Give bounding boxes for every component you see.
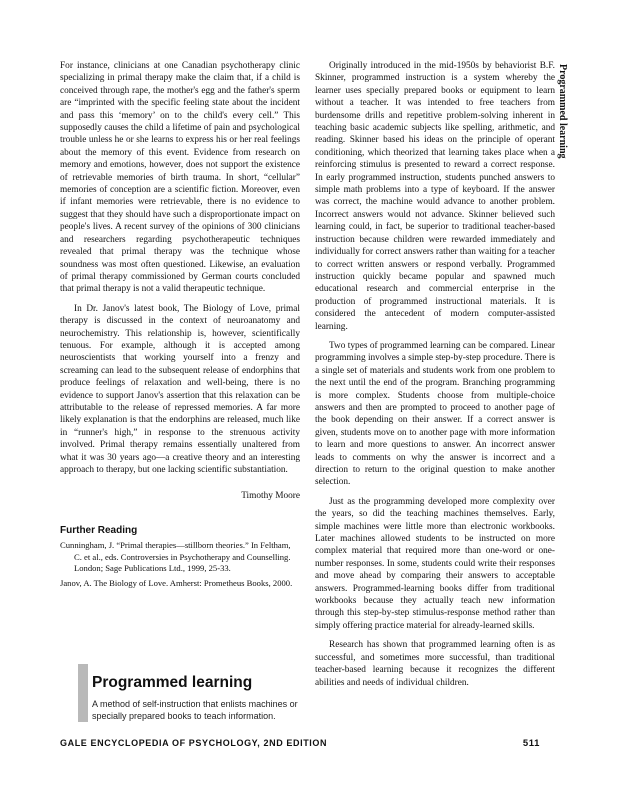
entry-title: Programmed learning [92,674,253,691]
entry-accent-bar [78,664,88,722]
programmed-learning-paragraph-3: Just as the programming developed more complexity over the years, so did the teaching machines themselves. Early, simple machines were little more than electronic workbooks. Later machines allowed students to be instructed on more complex material that required more than one-word or one-number responses. In some, students could write their responses and move ahead by comparing their answers to acceptable answers. Programmed-learning books differ from traditional workbooks because they actually teach new information through this step-by-step stimulus-response method rather than simply offering practice material for already-learned skills. [315,496,555,631]
running-head-text: Programmed learning [557,64,568,159]
publication-title: GALE ENCYCLOPEDIA OF PSYCHOLOGY, 2ND EDITION [60,738,328,748]
entry-heading-box [78,664,310,722]
programmed-learning-paragraph-1: Originally introduced in the mid-1950s by behaviorist B.F. Skinner, programmed instruction is a system whereby the learner uses specially prepared books or equipment to learn without a teacher. It was intended to free teachers from burdensome drills and repetitive problem-solving inherent in teaching basic academic subjects like spelling, arithmetic, and reading. Skinner based his ideas on the principle of operant conditioning, which theorized that learning takes place when a reinforcing stimulus is presented to reward a correct response. In early programmed instruction, students punched answers to simple math problems into a type of keyboard. If the answer was correct, the machine would advance to another problem. Incorrect answers would not advance. Skinner believed such learning could, in fact, be superior to traditional teacher-based instruction because children were rewarded immediately and individually for correct answers rather than waiting for a teacher to correct written answers or respond verbally. Programmed instruction quickly became popular and spawned much educational research and commercial enterprise in the production of programmed instructional materials. It is considered the antecedent of modern computer-assisted learning. [315,61,555,332]
page-number: 511 [522,738,540,749]
author-signature: Timothy Moore [241,491,300,502]
programmed-learning-paragraph-4: Research has shown that programmed learning often is as successful, and sometimes more successful, than traditional teacher-based learning because it recognizes the different abilities and needs of individual children. [315,640,555,688]
primal-therapy-paragraph-1: For instance, clinicians at one Canadian psychotherapy clinic specializing in primal therapy make the claim that, if a child is conceived through rape, the mother's egg and the father's sperm are “imprinted with the specific feeling state about the incident and pass this ‘memory’ on to the child's every cell.” This supposedly causes the child a lifetime of pain and psychological trouble unless he or she learns to express his or her real feelings about the memory of this event. Evidence from research on memory and emotions, however, does not support the existence of retrievable memories of birth trauma. In short, “cellular” memories of conception are a scientific fiction. Moreover, even if infant memories were retrievable, there is no evidence to suggest that they should have such a disproportionate impact on people's lives. A recent survey of the opinions of 300 clinicians and researchers regarding psychotherapeutic techniques revealed that primal therapy was the technique whose soundness was most often questioned. Likewise, an evaluation of primal therapy commissioned by German courts concluded that primal therapy is not a valid therapeutic technique. [60,61,300,295]
reference-item: Cunningham, J. “Primal therapies—stillborn theories.” In Feltham, C. et al., eds. Controversies in Psychotherapy and Counselling. London; Sage Publications Ltd., 1999, 25-33. [60,540,291,574]
entry-definition: A method of self-instruction that enlists machines or specially prepared books to teach information. [92,699,298,721]
further-reading-heading: Further Reading [60,524,138,536]
programmed-learning-paragraph-2: Two types of programmed learning can be compared. Linear programming involves a simple step-by-step procedure. There is a single set of materials and students work from one problem to the next until the end of the program. Branching programming is more complex. Students choose from multiple-choice answers and then are prompted to proceed to another page of the book depending on their answer. If a correct answer is given, students move on to another page with more information to learn and more questions to answer. An incorrect answer leads to comments on why the answer is incorrect and a direction to return to the original question to make another selection. [315,340,555,488]
running-head [556,64,570,174]
right-column [315,60,555,696]
left-column [60,60,300,594]
reference-item: Janov, A. The Biology of Love. Amherst: Prometheus Books, 2000. [60,578,293,589]
primal-therapy-paragraph-2: In Dr. Janov's latest book, The Biology of Love, primal therapy is discussed in the context of neuroanatomy and neurochemistry. This relationship is, however, scientifically tenuous. For example, although it is accepted among neuroscientists that working yourself into a frenzy and screaming can lead to the subsequent release of endorphins that produce feelings of relaxation and well-being, there is no evidence to support Janov's assertion that this relaxation can be attributable to the release of repressed memories. A far more likely explanation is that the endorphins are released, much like in “runner's high,” in response to the strenuous activity involved. Primal therapy remains essentially unaltered from what it was 30 years ago—a creative theory and an interesting approach to therapy, but one lacking scientific substantiation. [60,303,300,475]
